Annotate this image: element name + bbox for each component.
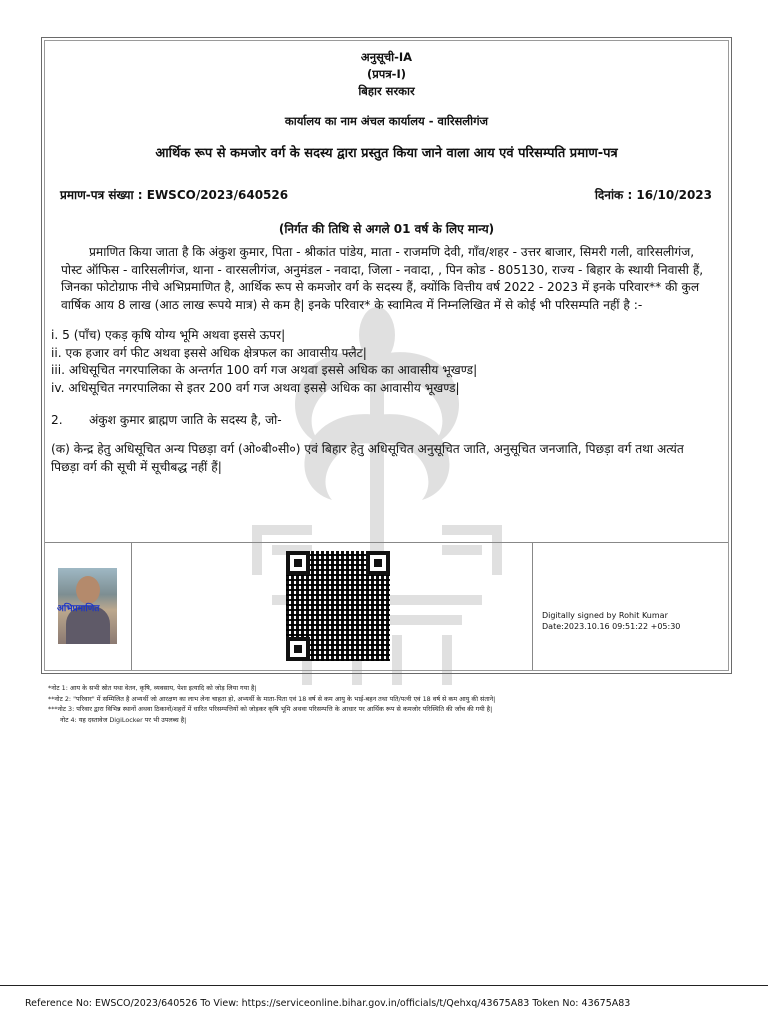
footnote: *नोट 1: आय के सभी स्रोत यथा वेतन, कृषि, व्यवसाय, पेशा इत्यादि को जोड़ लिया गया है| xyxy=(48,684,257,692)
asset-item: iv. अधिसूचित नगरपालिका से इतर 200 वर्ग गज अथवा इससे अधिक का आवासीय भूखण्ड| xyxy=(51,380,460,395)
digital-signature xyxy=(542,610,680,632)
asset-item: i. 5 (पाँच) एकड़ कृषि योग्य भूमि अथवा इससे ऊपर| xyxy=(51,328,286,342)
asset-list xyxy=(51,327,477,397)
footnote: **नोट 2: "परिवार" में सम्मिलित है अभ्यर्थी जो आरक्षण का लाभ लेना चाहता हो, अभ्यर्थी के माता-पिता एवं 18 वर्ष से कम आयु के भाई-बहन तथा पति/पत्नी एवं 18 वर्ष से कम आयु की संताने| xyxy=(48,694,496,703)
footnote: ***नोट 3: परिवार द्वारा विभिन्न स्थानों अथवा ठिकानों/शहरों में धारित परिसम्पत्तियों को जोड़कर कृषि भूमि अथवा परिसम्पत्ति के आधार पर आर्थिक रूप से कमजोर परिस्थिति की जाँच की गयी है| xyxy=(48,705,493,713)
certificate-frame xyxy=(41,37,732,674)
office-name: कार्यालय का नाम अंचल कार्यालय - वारिसलीगंज xyxy=(284,114,489,128)
reference-footer: Reference No: EWSCO/2023/640526 To View: https://serviceonline.bihar.gov.in/officials/t/Qehxq/43675A83 Token No: 43675A83 xyxy=(25,998,631,1009)
asset-item: ii. एक हजार वर्ग फीट अथवा इससे अधिक क्षेत्रफल का आवासीय फ्लैट| xyxy=(51,345,367,360)
attested-stamp: अभिप्रमाणित xyxy=(57,604,100,614)
certificate-title: आर्थिक रूप से कमजोर वर्ग के सदस्य द्वारा प्रस्तुत किया जाने वाला आय एवं परिसम्पति प्रमाण-पत्र xyxy=(155,146,618,161)
asset-item: iii. अधिसूचित नगरपालिका के अन्तर्गत 100 वर्ग गज अथवा इससे अधिक का आवासीय भूखण्ड| xyxy=(51,363,478,377)
qr-code-icon xyxy=(286,551,390,661)
paragraph-line: पिछड़ा वर्ग की सूची में सूचीबद्ध नहीं हैं| xyxy=(51,459,222,474)
paragraph-line: (क) केन्द्र हेतु अधिसूचित अन्य पिछड़ा वर्ग (ओ०बी०सी०) एवं बिहार हेतु अधिसूचित अनुसूचित जाति, अनुसूचित जनजाति, पिछड़ा वर्ग तथा अत्यंत xyxy=(51,442,684,456)
form-heading: (प्रपत्र-I) xyxy=(367,67,406,81)
footnotes xyxy=(48,683,495,725)
paragraph-line: प्रमाणित किया जाता है कि अंकुश कुमार, पिता - श्रीकांत पांडेय, माता - राजमणि देवी, गाँव/शहर - उत्तर बाजार, सिमरी गली, वारिसलीगंज, xyxy=(89,245,695,259)
category-paragraph xyxy=(51,441,727,476)
signature-line: Digitally signed by Rohit Kumar xyxy=(542,611,668,620)
paragraph-line: पोस्ट ऑफिस - वारिसलीगंज, थाना - वारसलीगंज, अनुमंडल - नवादा, जिला - नवादा, , पिन कोड - 805130, राज्य - बिहार के स्थायी निवासी हैं, xyxy=(61,262,704,277)
paragraph-line: वार्षिक आय 8 लाख (आठ लाख रूपये मात्र) से कम है| इनके परिवार* के स्वामित्व में निम्नलिखित में से कोई भी परिसम्पति नहीं है :- xyxy=(61,297,643,312)
paragraph-line: जिनका फोटोग्राफ नीचे अभिप्रमाणित है, आर्थिक रूप से कमजोर वर्ग के सदस्य हैं, क्योंकि वित्तीय वर्ष 2022 - 2023 में इनके परिवार** की कुल xyxy=(61,280,700,294)
applicant-face xyxy=(76,576,100,604)
verification-section xyxy=(45,543,728,670)
certificate-date: दिनांक : 16/10/2023 xyxy=(594,188,712,202)
certification-paragraph xyxy=(61,244,721,314)
qr-cell xyxy=(132,543,533,670)
certificate-inner-border xyxy=(44,40,729,671)
validity-note: (निर्गत की तिथि से अगले 01 वर्ष के लिए मान्य) xyxy=(278,222,495,236)
certificate-body-section xyxy=(45,41,728,543)
footnote: नोट 4: यह दस्तावेज DigiLocker पर भी उपलब्ध है| xyxy=(60,715,187,724)
applicant-photo xyxy=(58,568,117,644)
caste-paragraph-number: 2. xyxy=(51,413,63,427)
government-heading: बिहार सरकार xyxy=(358,84,415,98)
schedule-heading: अनुसूची-IA xyxy=(360,50,413,64)
signature-line: Date:2023.10.16 09:51:22 +05:30 xyxy=(542,622,681,631)
footer-divider xyxy=(0,985,768,986)
photo-cell xyxy=(45,543,132,670)
certificate-number: प्रमाण-पत्र संख्या : EWSCO/2023/640526 xyxy=(60,188,289,202)
caste-paragraph: अंकुश कुमार ब्राह्मण जाति के सदस्य है, जो- xyxy=(89,413,282,427)
